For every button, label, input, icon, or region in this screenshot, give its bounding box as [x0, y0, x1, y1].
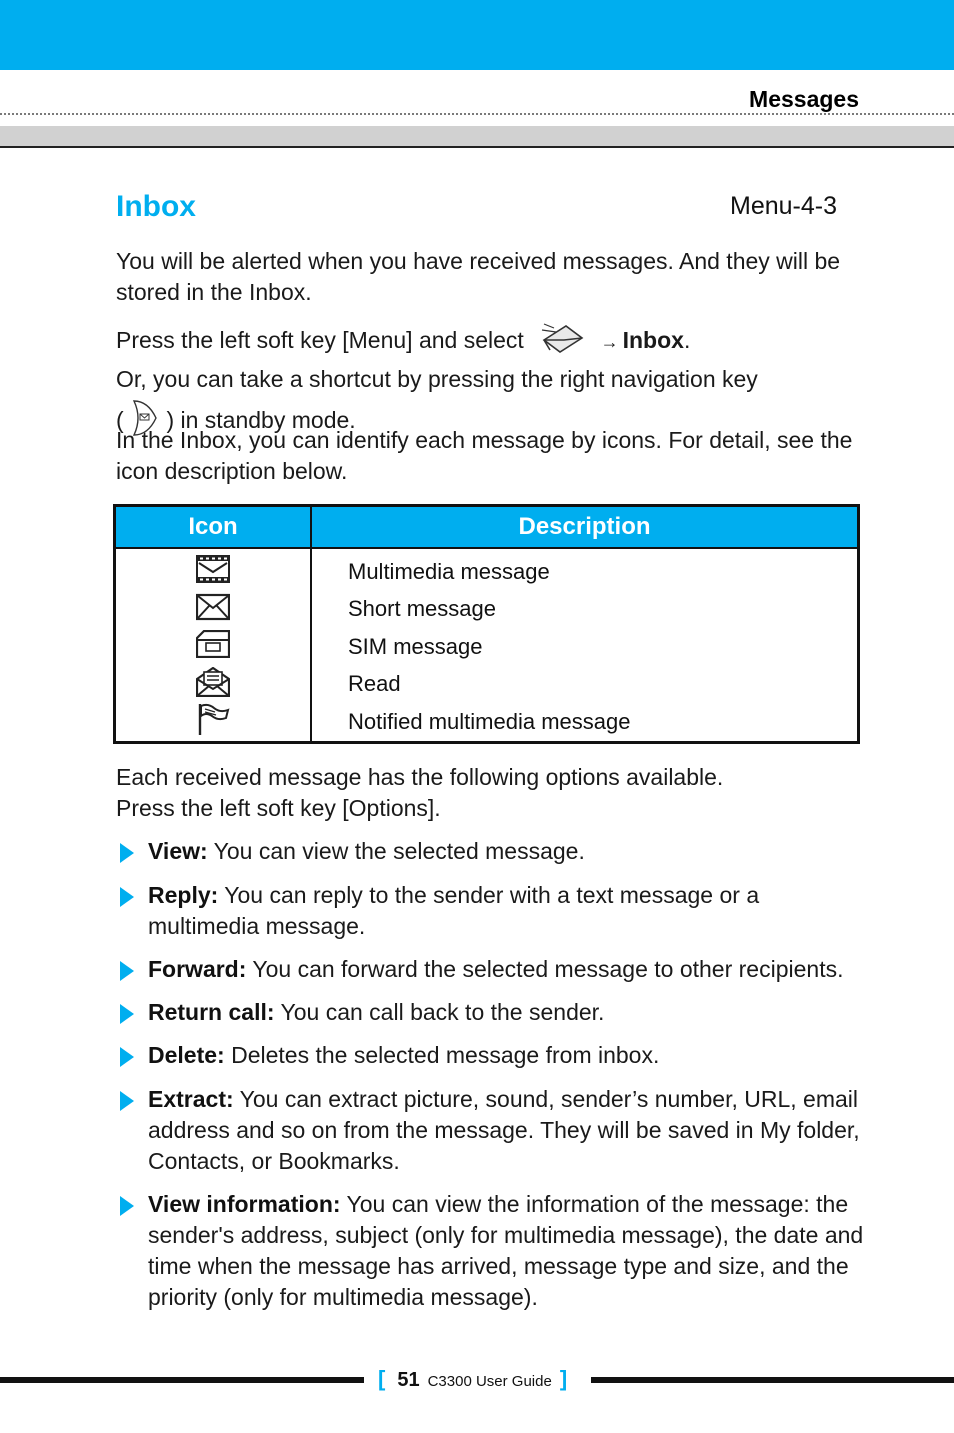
list-item	[116, 836, 876, 867]
footer-rule-right	[591, 1377, 954, 1383]
shortcut-text: Or, you can take a shortcut by pressing the right navigation key	[116, 366, 758, 392]
option-name: Forward:	[148, 956, 247, 982]
notified-multimedia-flag-icon	[196, 702, 230, 741]
icon-column	[115, 548, 312, 742]
access-prefix: Press the left soft key [Menu] and select	[116, 327, 524, 354]
footer-rule-left	[0, 1377, 364, 1383]
description-column	[311, 548, 859, 742]
paren-open: (	[116, 407, 124, 434]
list-item	[116, 1189, 876, 1313]
icon-description-table	[113, 504, 860, 744]
option-name: Delete:	[148, 1042, 225, 1068]
access-suffix: .	[683, 327, 691, 354]
list-item	[116, 997, 876, 1028]
section-header: Messages	[749, 86, 859, 112]
guide-title: C3300 User Guide	[427, 1373, 552, 1390]
footer-bracket-close: ]	[559, 1366, 568, 1391]
option-text: Deletes the selected message from inbox.	[224, 1042, 660, 1068]
triangle-bullet-icon	[120, 843, 134, 863]
table-row	[116, 703, 310, 741]
read-message-icon	[196, 667, 230, 702]
list-item	[116, 954, 876, 985]
option-name: Reply:	[148, 882, 219, 908]
triangle-bullet-icon	[120, 1196, 134, 1216]
triangle-bullet-icon	[120, 1047, 134, 1067]
options-intro-line-1: Each received message has the following options available.	[116, 764, 724, 790]
table-row	[116, 553, 310, 591]
page-title: Inbox	[116, 190, 196, 223]
triangle-bullet-icon	[120, 887, 134, 907]
option-name: View information:	[148, 1191, 341, 1217]
option-name: Extract:	[148, 1086, 234, 1112]
table-row	[116, 628, 310, 666]
option-text: You can extract picture, sound, sender’s number, URL, email address and so on from the message. They will be saved in My folder, Contacts, or Bookmarks.	[148, 1086, 860, 1174]
triangle-bullet-icon	[120, 1004, 134, 1024]
table-row	[116, 666, 310, 704]
page-number: 51	[397, 1369, 420, 1391]
list-item	[116, 880, 876, 942]
table-cell-description: Read	[348, 671, 401, 697]
page-footer	[378, 1366, 567, 1392]
option-text: You can forward the selected message to other recipients.	[246, 956, 844, 982]
option-text: You can view the selected message.	[207, 838, 585, 864]
identify-paragraph: In the Inbox, you can identify each message by icons. For detail, see the icon description below.	[116, 427, 853, 484]
triangle-bullet-icon	[120, 1091, 134, 1111]
table-header-icon: Icon	[115, 506, 312, 549]
menu-code: Menu-4-3	[730, 192, 837, 220]
options-intro	[116, 762, 876, 824]
options-intro-line-2: Press the left soft key [Options].	[116, 795, 441, 821]
table-cell-description: Short message	[348, 596, 496, 622]
options-list	[116, 836, 876, 1313]
option-name: Return call:	[148, 999, 275, 1025]
list-item	[116, 1040, 876, 1071]
short-message-icon	[196, 593, 230, 626]
multimedia-message-icon	[196, 555, 230, 588]
option-text: You can call back to the sender.	[274, 999, 605, 1025]
footer-bracket-open: [	[378, 1366, 386, 1391]
shortcut-suffix: ) in standby mode.	[166, 407, 356, 434]
table-cell-description: Notified multimedia message	[348, 708, 631, 734]
table-cell-description: Multimedia message	[348, 558, 550, 584]
table-row	[116, 591, 310, 629]
messages-menu-icon	[540, 320, 586, 364]
top-color-band	[0, 0, 954, 70]
dotted-divider	[0, 113, 954, 115]
option-name: View:	[148, 838, 208, 864]
option-text: You can view the information of the message: the sender's address, subject (only for multimedia message), the date and time when the message has arrived, message type and size, and the priority (only for multimedia message).	[148, 1191, 864, 1310]
header-gray-bar	[0, 126, 954, 148]
table-cell-description: SIM message	[348, 633, 483, 659]
triangle-bullet-icon	[120, 961, 134, 981]
access-target: Inbox	[622, 327, 684, 354]
arrow-glyph: →	[600, 331, 619, 352]
sim-message-icon	[196, 630, 230, 663]
intro-paragraph: You will be alerted when you have received messages. And they will be stored in the Inbox.	[116, 248, 841, 305]
table-header-description: Description	[311, 506, 859, 549]
list-item	[116, 1084, 876, 1177]
option-text: You can reply to the sender with a text message or a multimedia message.	[148, 882, 760, 939]
